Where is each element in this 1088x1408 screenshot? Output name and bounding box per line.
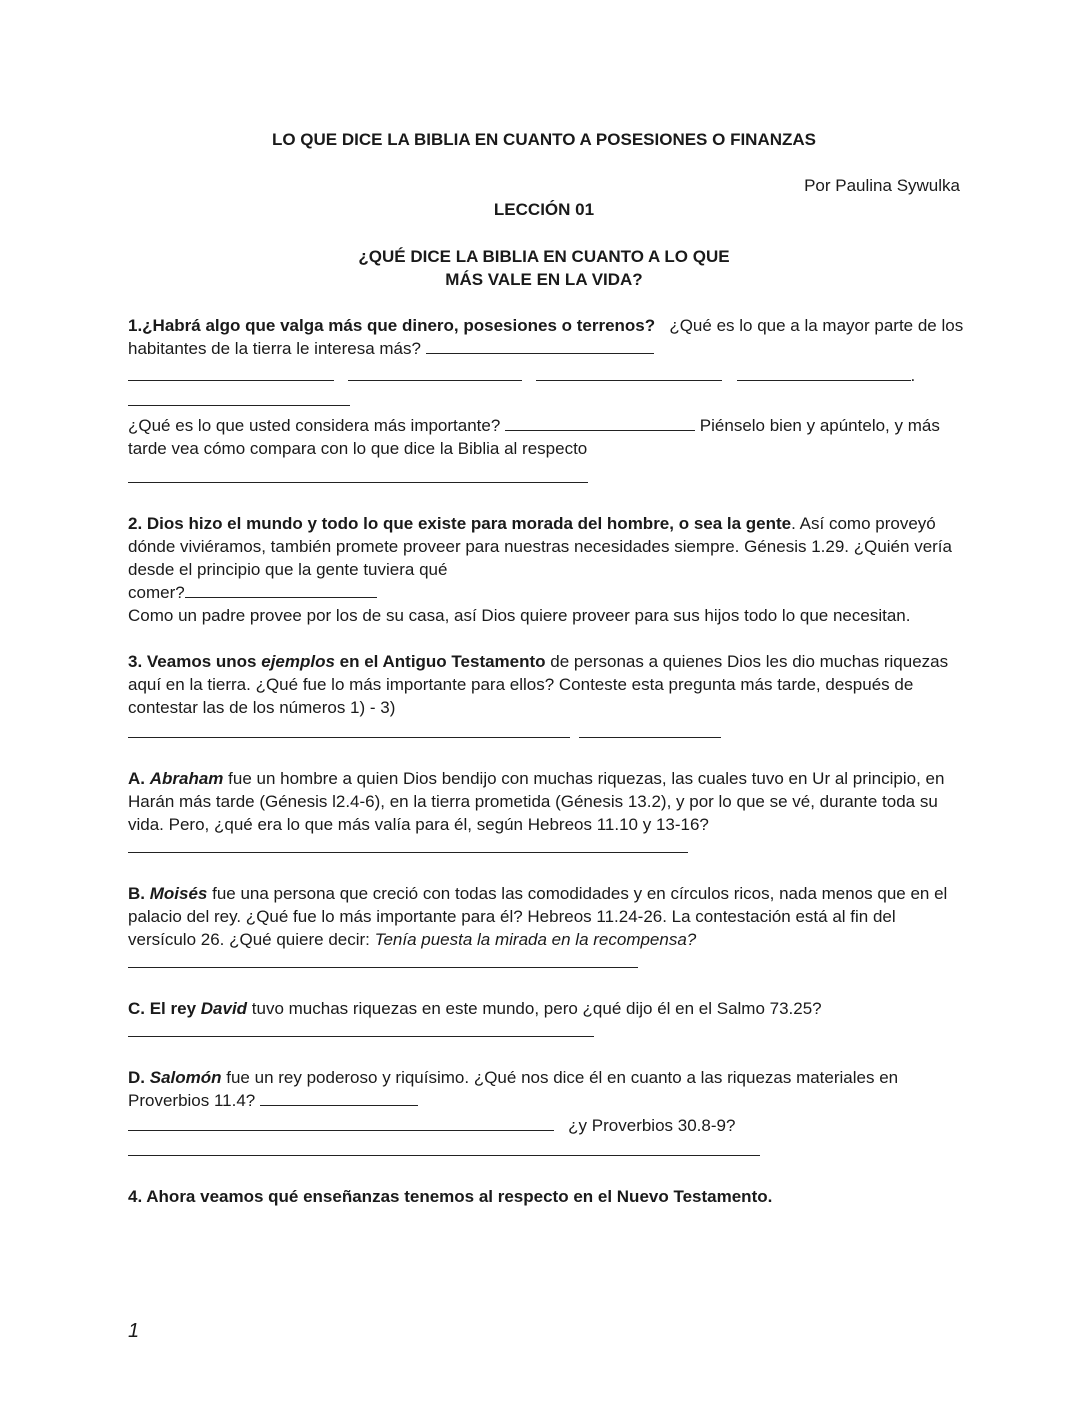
page-number: 1 [128,1320,140,1342]
question-a-name: Abraham [149,769,224,788]
author-line: Por Paulina Sywulka [804,176,960,195]
answer-blank[interactable] [128,723,570,738]
answer-blank[interactable] [737,366,911,381]
period: . [910,366,916,385]
question-c-text: tuvo muchas riquezas en este mundo, pero ¿qué dijo él en el Salmo 73.25? [247,999,822,1018]
question-b-text: fue una persona que creció con todas las comodidades y en círculos ricos, nada menos que en el palacio del rey. ¿Qué fue lo más importante para él? Hebreos 11.24-26. La contestación está al fin del versículo 26. ¿Qué quiere decir: [128,884,948,949]
document-title: LO QUE DICE LA BIBLIA EN CUANTO A POSESIONES O FINANZAS [271,130,817,149]
question-c-label: C. El rey [128,999,201,1018]
answer-blank[interactable] [185,583,377,598]
question-4-heading: 4. Ahora veamos qué enseñanzas tenemos al respecto en el Nuevo Testamento. [128,1187,773,1206]
question-d [128,1066,968,1112]
question-1-blank-line [128,389,968,412]
subtitle-line-1: ¿QUÉ DICE LA BIBLIA EN CUANTO A LO QUE [358,247,730,266]
question-a [128,767,968,859]
question-2-text-2: comer? [128,583,185,602]
question-d-name: Salomón [149,1068,222,1087]
question-1 [128,314,968,360]
answer-blank[interactable] [128,468,588,483]
question-3-heading-part-1: 3. Veamos unos [128,652,262,671]
answer-blank[interactable] [348,366,522,381]
question-d-final-blank [128,1139,968,1162]
question-3-text: de personas a quienes Dios les dio muchas riquezas aquí en la tierra. ¿Qué fue lo más importante para ellos? Conteste esta pregunta más tarde, después de contestar las de los números 1) - 3) [128,652,949,717]
question-1-final-blank [128,466,968,489]
question-1-text-2: ¿Qué es lo que usted considera más importante? [128,416,501,435]
answer-blank[interactable] [128,391,350,406]
answer-blank[interactable] [536,366,722,381]
question-d-text-2: ¿y Proverbios 30.8-9? [568,1116,736,1135]
question-1-heading: 1.¿Habrá algo que valga más que dinero, posesiones o terrenos? [128,316,656,335]
answer-blank[interactable] [128,953,638,968]
question-b-quote: Tenía puesta la mirada en la recompensa? [374,930,697,949]
question-2 [128,512,968,627]
subtitle-line-2: MÁS VALE EN LA VIDA? [445,270,643,289]
question-3-heading-emphasis: ejemplos [261,652,335,671]
question-1-part-2 [128,414,968,460]
answer-blank[interactable] [128,1141,760,1156]
answer-blank[interactable] [128,838,688,853]
question-1-text: ¿Qué es lo que a la mayor parte de los habitantes de la tierra le interesa más? [128,316,964,358]
answer-blank[interactable] [128,1022,594,1037]
question-1-text-3: Piénselo bien y apúntelo, y más tarde vea cómo compara con lo que dice la Biblia al respecto [128,416,940,458]
lesson-heading: LECCIÓN 01 [493,200,595,219]
question-2-text: . Así como proveyó dónde viviéramos, también promete proveer para nuestras necesidades siempre. Génesis 1.29. ¿Quién vería desde el principio que la gente tuviera qué [128,514,952,579]
question-b-name: Moisés [149,884,208,903]
question-3-heading [128,652,546,671]
lesson-subtitle [0,245,1088,291]
question-d-part-2 [128,1114,968,1137]
question-3 [128,650,968,719]
answer-blank[interactable] [426,339,654,354]
question-3-heading-part-2: en el Antiguo Testamento [334,652,546,671]
answer-blank[interactable] [128,1116,554,1131]
question-a-text: fue un hombre a quien Dios bendijo con muchas riquezas, las cuales tuvo en Ur al principio, en Harán más tarde (Génesis l2.4-6), en la tierra prometida (Génesis 13.2), y por lo que se vé, durante toda su vida. Pero, ¿qué era lo que más valía para él, según Hebreos 11.10 y 13-16? [128,769,945,834]
answer-blank[interactable] [505,416,695,431]
question-1-blanks [128,364,968,387]
answer-blank[interactable] [579,723,721,738]
answer-blank[interactable] [260,1091,418,1106]
question-2-text-3: Como un padre provee por los de su casa, así Dios quiere proveer para sus hijos todo lo que necesitan. [128,606,911,625]
question-d-label: D. [128,1068,150,1087]
question-3-blanks [128,721,968,744]
question-b [128,882,968,974]
question-a-label: A. [128,769,150,788]
answer-blank[interactable] [128,366,334,381]
question-b-label: B. [128,884,150,903]
document-body [128,314,968,1208]
question-c-name: David [200,999,248,1018]
question-d-text: fue un rey poderoso y riquísimo. ¿Qué nos dice él en cuanto a las riquezas materiales en Proverbios 11.4? [128,1068,899,1110]
question-2-heading: 2. Dios hizo el mundo y todo lo que existe para morada del hombre, o sea la gente [128,514,792,533]
question-4 [128,1185,968,1208]
question-c [128,997,968,1043]
